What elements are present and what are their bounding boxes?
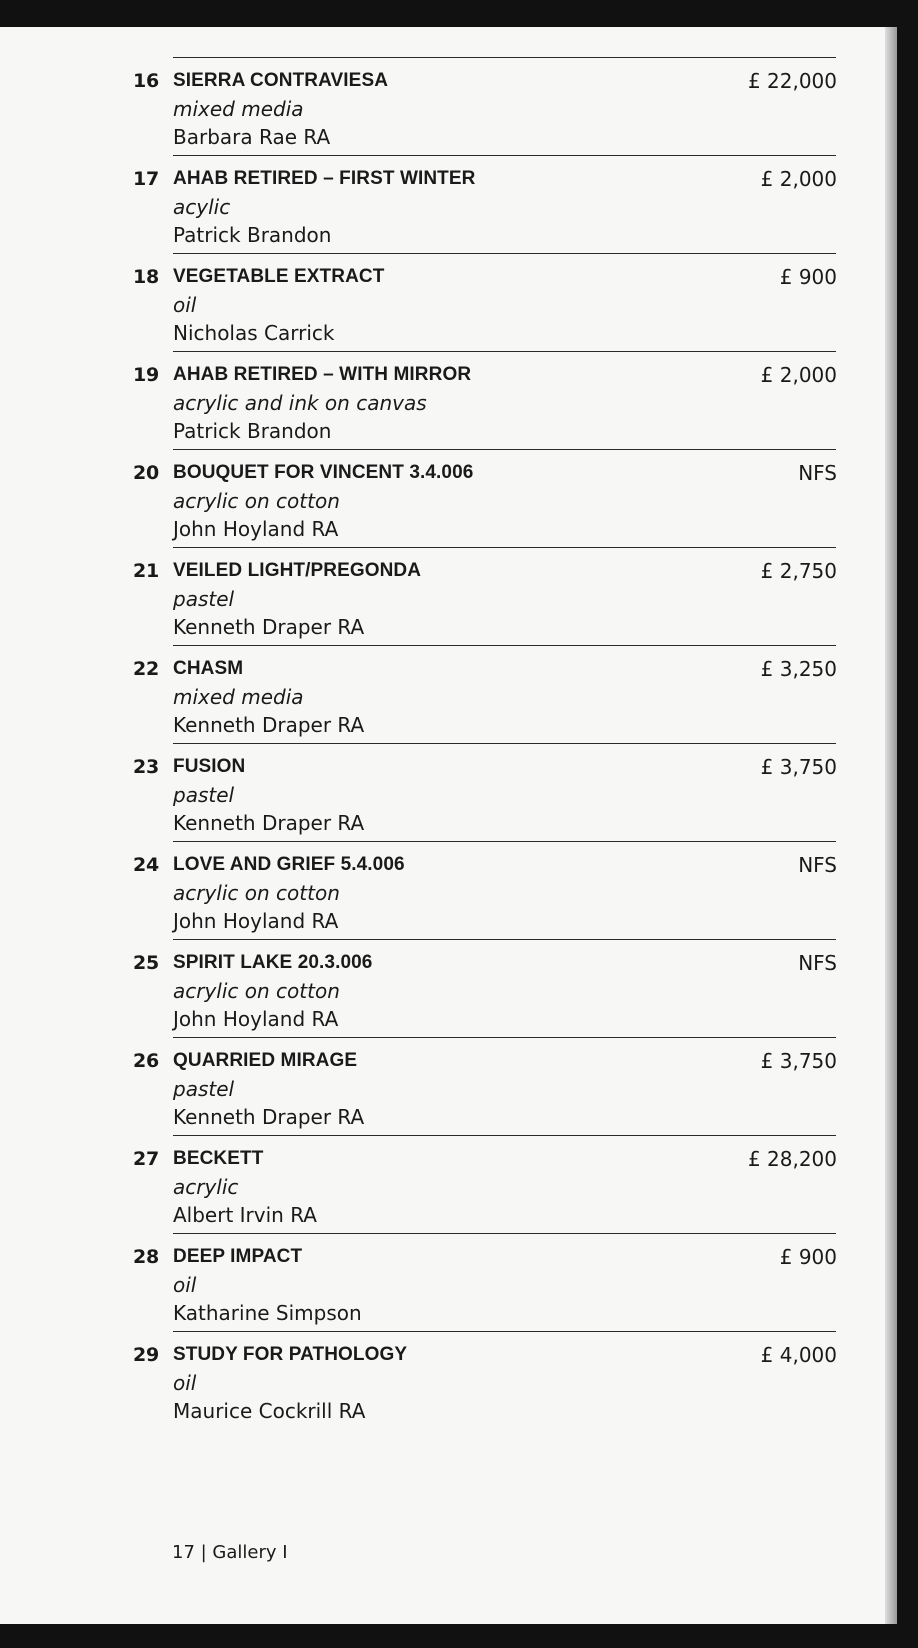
catalogue-entry bbox=[0, 449, 885, 547]
entry-artist: Kenneth Draper RA bbox=[173, 615, 365, 639]
entry-title: FUSION bbox=[173, 756, 246, 777]
entry-price: NFS bbox=[798, 461, 837, 485]
entry-title: CHASM bbox=[173, 658, 244, 679]
catalogue-entry bbox=[0, 1233, 885, 1331]
entry-title: AHAB RETIRED – WITH MIRROR bbox=[173, 364, 472, 385]
catalogue-entry bbox=[0, 547, 885, 645]
entry-number: 17 bbox=[132, 168, 159, 190]
entry-artist: Maurice Cockrill RA bbox=[173, 1399, 366, 1423]
entry-divider bbox=[173, 449, 836, 450]
entry-medium: mixed media bbox=[173, 97, 304, 121]
entry-artist: John Hoyland RA bbox=[173, 909, 339, 933]
entry-number: 16 bbox=[132, 70, 159, 92]
catalogue-entry bbox=[0, 645, 885, 743]
entry-title: AHAB RETIRED – FIRST WINTER bbox=[173, 168, 476, 189]
page-footer: 17 | Gallery I bbox=[172, 1542, 288, 1563]
catalogue-entry bbox=[0, 253, 885, 351]
entry-medium: acrylic bbox=[173, 1175, 239, 1199]
entry-divider bbox=[173, 841, 836, 842]
entry-medium: acrylic and ink on canvas bbox=[173, 391, 427, 415]
entry-medium: oil bbox=[173, 293, 197, 317]
entry-divider bbox=[173, 547, 836, 548]
entry-artist: Barbara Rae RA bbox=[173, 125, 331, 149]
catalogue-entry bbox=[0, 351, 885, 449]
entry-artist: Albert Irvin RA bbox=[173, 1203, 317, 1227]
entry-price: £ 2,750 bbox=[760, 559, 837, 583]
catalogue-entry bbox=[0, 155, 885, 253]
entry-title: BECKETT bbox=[173, 1148, 264, 1169]
entry-number: 28 bbox=[132, 1246, 159, 1268]
entry-medium: acrylic on cotton bbox=[173, 979, 340, 1003]
entry-title: QUARRIED MIRAGE bbox=[173, 1050, 358, 1071]
entry-divider bbox=[173, 1037, 836, 1038]
catalogue-entry bbox=[0, 1037, 885, 1135]
entry-medium: oil bbox=[173, 1273, 197, 1297]
entry-medium: mixed media bbox=[173, 685, 304, 709]
entry-title: VEILED LIGHT/PREGONDA bbox=[173, 560, 422, 581]
entry-divider bbox=[173, 155, 836, 156]
catalogue-entry bbox=[0, 1331, 885, 1429]
catalogue-entry bbox=[0, 1135, 885, 1233]
entry-title: SPIRIT LAKE 20.3.006 bbox=[173, 952, 373, 973]
catalogue-entry bbox=[0, 57, 885, 155]
entry-artist: John Hoyland RA bbox=[173, 517, 339, 541]
entry-price: £ 900 bbox=[779, 265, 837, 289]
entry-price: £ 22,000 bbox=[747, 69, 837, 93]
entry-artist: Kenneth Draper RA bbox=[173, 1105, 365, 1129]
entry-medium: pastel bbox=[173, 1077, 235, 1101]
catalogue-entry bbox=[0, 743, 885, 841]
entry-price: £ 3,750 bbox=[760, 755, 837, 779]
entry-price: £ 3,750 bbox=[760, 1049, 837, 1073]
entry-medium: pastel bbox=[173, 783, 235, 807]
entry-artist: Katharine Simpson bbox=[173, 1301, 362, 1325]
entry-number: 26 bbox=[132, 1050, 159, 1072]
entry-medium: oil bbox=[173, 1371, 197, 1395]
entry-number: 18 bbox=[132, 266, 159, 288]
entry-number: 29 bbox=[132, 1344, 159, 1366]
entry-price: NFS bbox=[798, 951, 837, 975]
entry-title: LOVE AND GRIEF 5.4.006 bbox=[173, 854, 405, 875]
entry-price: £ 2,000 bbox=[760, 167, 837, 191]
entry-divider bbox=[173, 1233, 836, 1234]
entry-number: 25 bbox=[132, 952, 159, 974]
catalogue-entry bbox=[0, 939, 885, 1037]
page-spine-edge bbox=[885, 27, 897, 1624]
entry-medium: acrylic on cotton bbox=[173, 881, 340, 905]
entry-divider bbox=[173, 743, 836, 744]
entry-price: £ 28,200 bbox=[747, 1147, 837, 1171]
entry-artist: Kenneth Draper RA bbox=[173, 713, 365, 737]
entry-divider bbox=[173, 645, 836, 646]
entry-medium: acylic bbox=[173, 195, 231, 219]
entry-medium: acrylic on cotton bbox=[173, 489, 340, 513]
entry-artist: Patrick Brandon bbox=[173, 223, 332, 247]
entry-divider bbox=[173, 939, 836, 940]
entry-artist: Nicholas Carrick bbox=[173, 321, 335, 345]
entry-title: BOUQUET FOR VINCENT 3.4.006 bbox=[173, 462, 474, 483]
entry-number: 21 bbox=[132, 560, 159, 582]
entry-price: NFS bbox=[798, 853, 837, 877]
entry-number: 23 bbox=[132, 756, 159, 778]
entry-artist: Patrick Brandon bbox=[173, 419, 332, 443]
entry-number: 24 bbox=[132, 854, 159, 876]
entry-number: 20 bbox=[132, 462, 159, 484]
entry-artist: Kenneth Draper RA bbox=[173, 811, 365, 835]
entry-divider bbox=[173, 351, 836, 352]
entry-price: £ 900 bbox=[779, 1245, 837, 1269]
catalogue-entry bbox=[0, 841, 885, 939]
entry-price: £ 4,000 bbox=[760, 1343, 837, 1367]
entry-divider bbox=[173, 253, 836, 254]
entry-divider bbox=[173, 57, 836, 58]
catalogue-page bbox=[0, 27, 885, 1624]
entry-number: 22 bbox=[132, 658, 159, 680]
entry-number: 19 bbox=[132, 364, 159, 386]
entry-divider bbox=[173, 1331, 836, 1332]
entry-medium: pastel bbox=[173, 587, 235, 611]
entry-number: 27 bbox=[132, 1148, 159, 1170]
entry-divider bbox=[173, 1135, 836, 1136]
entry-title: VEGETABLE EXTRACT bbox=[173, 266, 385, 287]
entry-price: £ 3,250 bbox=[760, 657, 837, 681]
entry-title: STUDY FOR PATHOLOGY bbox=[173, 1344, 408, 1365]
entry-artist: John Hoyland RA bbox=[173, 1007, 339, 1031]
entry-price: £ 2,000 bbox=[760, 363, 837, 387]
entry-title: DEEP IMPACT bbox=[173, 1246, 303, 1267]
entry-title: SIERRA CONTRAVIESA bbox=[173, 70, 389, 91]
